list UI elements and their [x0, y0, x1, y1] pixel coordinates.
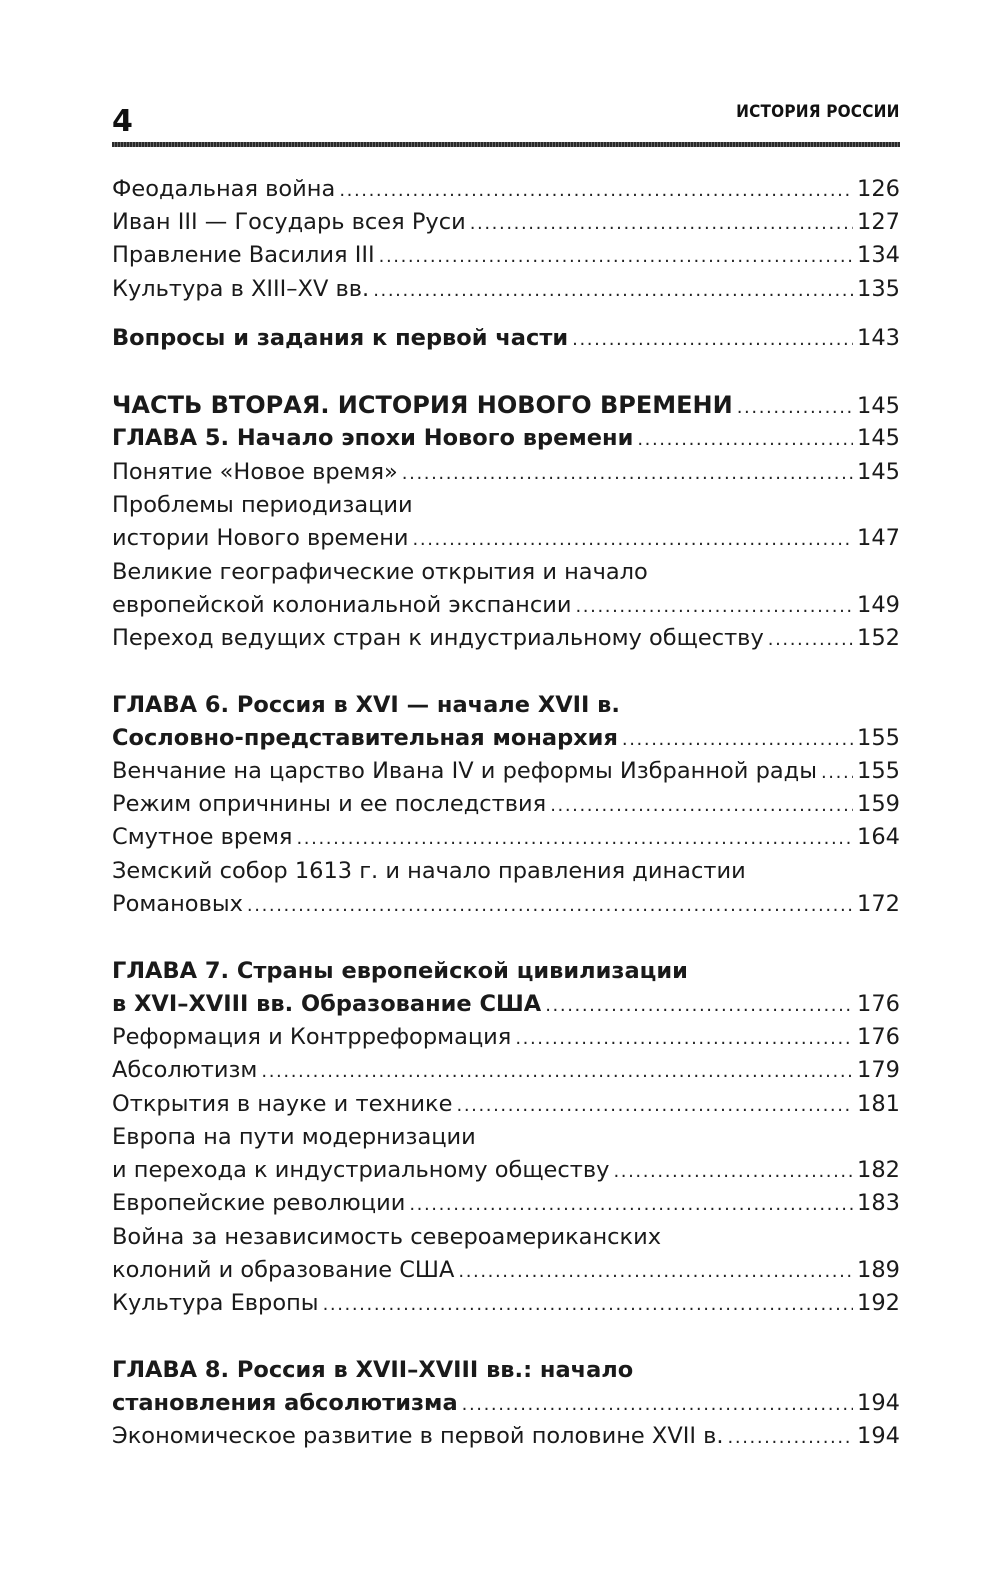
toc-entry — [112, 854, 900, 888]
toc-entry-page: 145 — [857, 459, 900, 485]
toc-entry — [112, 621, 900, 655]
toc-entry — [112, 588, 900, 622]
toc-entry — [112, 787, 900, 821]
toc-entry — [112, 1220, 900, 1254]
dot-leader — [613, 1155, 853, 1189]
toc-entry-title: ГЛАВА 5. Начало эпохи Нового времени — [112, 425, 634, 451]
toc-entry-page: 159 — [857, 791, 900, 817]
toc-entry-title: Открытия в науке и технике — [112, 1091, 453, 1117]
dot-leader — [470, 207, 853, 241]
toc-entry-title: Европа на пути модернизации — [112, 1124, 476, 1150]
toc-chapter-heading — [112, 721, 900, 755]
toc-entry-title: истории Нового времени — [112, 525, 409, 551]
dot-leader — [515, 1022, 853, 1056]
dot-leader — [323, 1288, 853, 1322]
toc-entry-title: Война за независимость североамериканских — [112, 1224, 662, 1250]
dot-leader — [622, 723, 853, 757]
toc-entry — [112, 1286, 900, 1320]
toc-entry — [112, 1053, 900, 1087]
toc-entry-title: Реформация и Контрреформация — [112, 1024, 512, 1050]
dot-leader — [737, 391, 853, 425]
dot-leader — [373, 274, 853, 308]
toc-entry-title: Смутное время — [112, 824, 293, 850]
toc-entry-title: ЧАСТЬ ВТОРАЯ. ИСТОРИЯ НОВОГО ВРЕМЕНИ — [112, 391, 733, 419]
dot-leader — [457, 1089, 854, 1123]
toc-entry-page: 192 — [857, 1290, 900, 1316]
toc-chapter-heading — [112, 1386, 900, 1420]
toc-entry-title: Понятие «Новое время» — [112, 459, 398, 485]
toc-entry-page: 135 — [857, 276, 900, 302]
toc-entry-title: колоний и образование США — [112, 1257, 455, 1283]
toc-chapter-heading — [112, 688, 900, 722]
dot-leader — [545, 989, 853, 1023]
toc-entry-page: 189 — [857, 1257, 900, 1283]
toc-entry-page: 155 — [857, 725, 900, 751]
toc-entry-title: и перехода к индустриальному обществу — [112, 1157, 610, 1183]
toc-entry — [112, 172, 900, 206]
toc-entry-page: 145 — [857, 425, 900, 451]
toc-chapter-heading — [112, 987, 900, 1021]
toc-entry-title: Абсолютизм — [112, 1057, 258, 1083]
dot-leader — [572, 323, 853, 357]
page-header — [112, 96, 900, 140]
toc-entry-title: Проблемы периодизации — [112, 492, 413, 518]
dot-leader — [261, 1055, 853, 1089]
dot-leader — [458, 1255, 853, 1289]
toc-entry-title: становления абсолютизма — [112, 1390, 458, 1416]
toc-entry — [112, 1120, 900, 1154]
toc-entry-page: 179 — [857, 1057, 900, 1083]
toc-entry-title: Правление Василия III — [112, 242, 375, 268]
dot-leader — [296, 822, 853, 856]
toc-entry — [112, 1020, 900, 1054]
toc-entry-page: 127 — [857, 209, 900, 235]
toc-entry — [112, 455, 900, 489]
dot-leader — [768, 623, 853, 657]
toc-entry — [112, 238, 900, 272]
dot-leader — [550, 789, 853, 823]
toc-chapter-heading — [112, 421, 900, 455]
dot-leader — [409, 1188, 853, 1222]
dot-leader — [379, 240, 853, 274]
toc-entry — [112, 555, 900, 589]
toc-entry-page: 147 — [857, 525, 900, 551]
dot-leader — [339, 174, 853, 208]
toc-entry-page: 181 — [857, 1091, 900, 1117]
header-rule — [112, 142, 900, 147]
toc-entry — [112, 205, 900, 239]
toc-entry — [112, 1153, 900, 1187]
dot-leader — [821, 756, 853, 790]
toc-entry — [112, 272, 900, 306]
dot-leader — [402, 457, 853, 491]
toc-entry-page: 194 — [857, 1423, 900, 1449]
toc-entry-title: Феодальная война — [112, 176, 336, 202]
page-number: 4 — [112, 104, 133, 139]
toc-entry-title: Режим опричнины и ее последствия — [112, 791, 547, 817]
toc-entry-title: ГЛАВА 7. Страны европейской цивилизации — [112, 958, 688, 984]
toc-entry-page: 176 — [857, 1024, 900, 1050]
toc-section-heading — [112, 321, 900, 355]
running-title: ИСТОРИЯ РОССИИ — [736, 102, 900, 122]
toc-entry-title: Земский собор 1613 г. и начало правления династии — [112, 858, 746, 884]
toc-entry-title: Иван III — Государь всея Руси — [112, 209, 466, 235]
toc-chapter-heading — [112, 954, 900, 988]
toc-entry-page: 182 — [857, 1157, 900, 1183]
toc-entry-page: 143 — [857, 325, 900, 351]
toc-entry-page: 194 — [857, 1390, 900, 1416]
toc-entry-title: Европейские революции — [112, 1190, 406, 1216]
toc-entry-title: Сословно-представительная монархия — [112, 725, 618, 751]
toc-entry-page: 152 — [857, 625, 900, 651]
toc-entry — [112, 488, 900, 522]
dot-leader — [413, 523, 854, 557]
dot-leader — [728, 1421, 854, 1455]
dot-leader — [247, 889, 853, 923]
toc-entry-title: европейской колониальной экспансии — [112, 592, 572, 618]
toc-entry-page: 149 — [857, 592, 900, 618]
toc-entry-page: 183 — [857, 1190, 900, 1216]
toc-entry — [112, 820, 900, 854]
toc-entry-page: 164 — [857, 824, 900, 850]
toc-entry — [112, 1419, 900, 1453]
toc-entry-page: 176 — [857, 991, 900, 1017]
toc-chapter-heading — [112, 1353, 900, 1387]
toc-entry-title: Романовых — [112, 891, 243, 917]
toc-entry-title: Экономическое развитие в первой половине XVII в. — [112, 1423, 724, 1449]
toc-entry-page: 145 — [857, 393, 900, 419]
toc-entry — [112, 1087, 900, 1121]
toc-entry — [112, 1186, 900, 1220]
toc-entry-title: Венчание на царство Ивана IV и реформы Избранной рады — [112, 758, 817, 784]
toc-entry-title: в XVI–XVIII вв. Образование США — [112, 991, 542, 1017]
toc-entry-title: Культура Европы — [112, 1290, 319, 1316]
toc-entry — [112, 754, 900, 788]
toc-entry-title: ГЛАВА 6. Россия в XVI — начале XVII в. — [112, 692, 620, 718]
toc-part-heading — [112, 388, 900, 422]
toc-entry-page: 126 — [857, 176, 900, 202]
toc-entry-title: Культура в XIII–XV вв. — [112, 276, 370, 302]
toc-entry-title: Вопросы и задания к первой части — [112, 325, 569, 351]
toc-entry — [112, 1253, 900, 1287]
toc-entry-page: 172 — [857, 891, 900, 917]
toc-entry-title: Великие географические открытия и начало — [112, 559, 648, 585]
dot-leader — [637, 423, 853, 457]
toc-entry-page: 134 — [857, 242, 900, 268]
toc-entry — [112, 521, 900, 555]
toc-entry-title: Переход ведущих стран к индустриальному обществу — [112, 625, 764, 651]
toc-entry — [112, 887, 900, 921]
dot-leader — [462, 1388, 853, 1422]
toc-entry-page: 155 — [857, 758, 900, 784]
toc-entry-title: ГЛАВА 8. Россия в XVII–XVIII вв.: начало — [112, 1357, 634, 1383]
dot-leader — [575, 590, 853, 624]
